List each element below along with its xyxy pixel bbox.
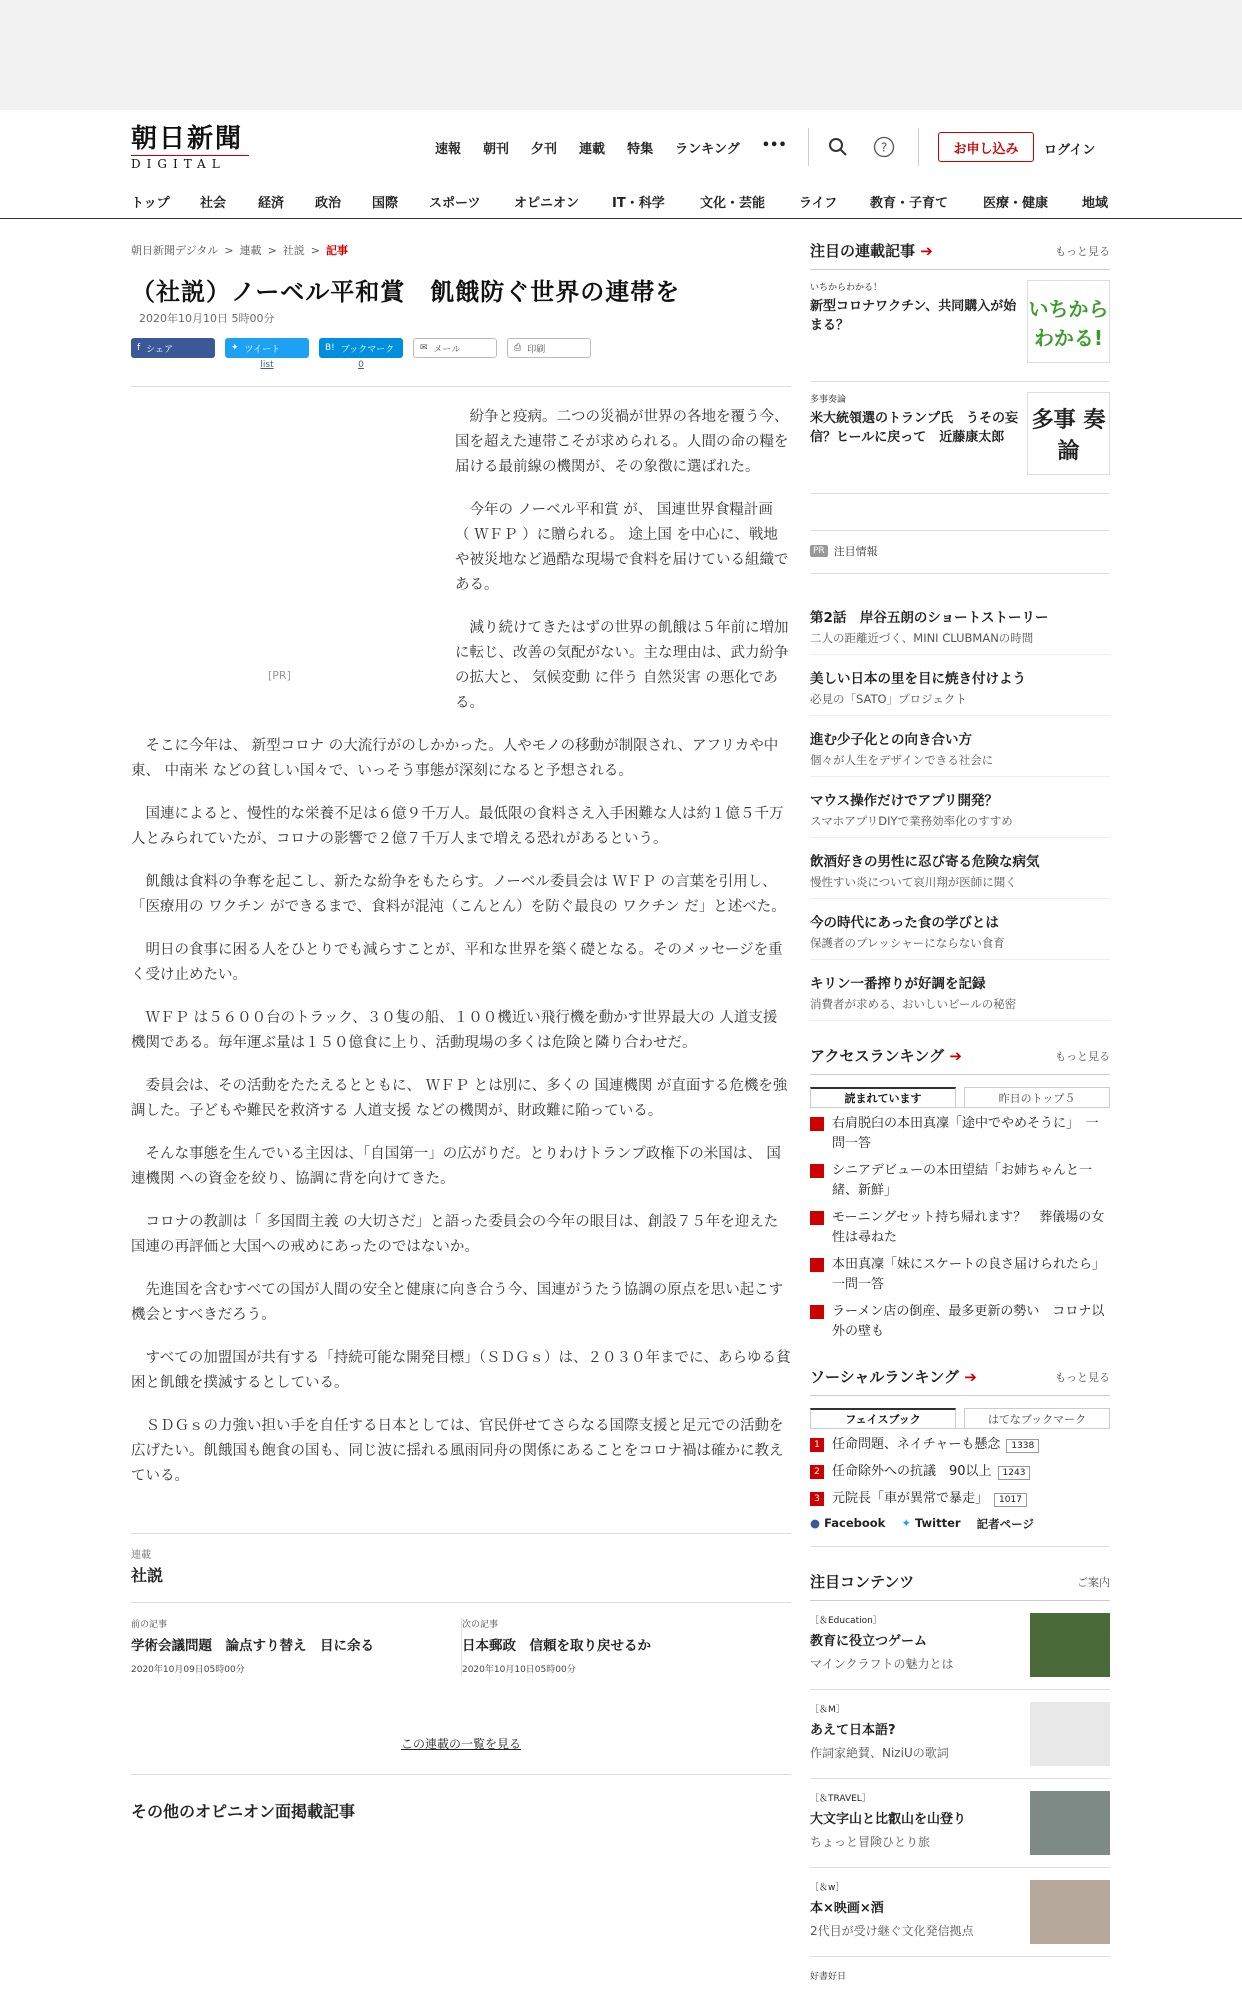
twitter-icon: ✦	[901, 1516, 911, 1530]
tweet-button[interactable]	[225, 338, 309, 370]
facebook-link[interactable]	[810, 1516, 885, 1532]
rank-number: 2	[810, 1465, 824, 1479]
login-link[interactable]: ログイン	[1044, 143, 1096, 158]
social-links	[810, 1516, 1110, 1547]
pr-item[interactable]	[810, 899, 1110, 960]
article-paragraph: 紛争と疫病。二つの災禍が世界の各地を覆う今、国を超えた連帯こそが求められる。人間の命の糧を届ける最前線の機関が、その象徴に選ばれた。	[455, 409, 789, 475]
article-paragraph: そんな事態を生んでいる主因は、「自国第一」の広がりだ。とりわけトランプ政権下の米国は、 国連機関 への資金を絞り、協調に背を向けてきた。	[131, 1146, 781, 1187]
rank-marker	[810, 1211, 824, 1225]
cat-top[interactable]: トップ	[131, 196, 170, 211]
rank-marker	[810, 1258, 824, 1272]
print-button[interactable]	[507, 338, 591, 358]
featured-more-link[interactable]: もっと見る	[1055, 244, 1110, 258]
pr-item[interactable]	[810, 594, 1110, 655]
content-item[interactable]	[810, 1868, 1110, 1957]
breadcrumb-home[interactable]: 朝日新聞デジタル	[131, 244, 219, 257]
search-icon[interactable]	[826, 135, 850, 159]
article-paragraph: 先進国を含むすべての国が人間の安全と健康に向き合う今、国連がうたう協調の原点を思い起こす機会とすべきだろう。	[131, 1282, 784, 1323]
share-count: 1338	[1006, 1439, 1039, 1453]
pr-item-sub: 必見の「SATO」プロジェクト	[810, 692, 967, 706]
pr-item-sub: 二人の距離近づく、MINI CLUBMANの時間	[810, 631, 1034, 645]
cat-health[interactable]: 医療・健康	[983, 196, 1049, 211]
next-article[interactable]	[461, 1617, 791, 1675]
share-count: 1017	[994, 1493, 1027, 1507]
content-title[interactable]: 大文字山と比叡山を山登り	[810, 1812, 967, 1827]
next-label: 次の記事	[461, 1620, 498, 1630]
featured-title[interactable]: 注目の連載記事	[810, 242, 916, 260]
prev-date: 2020年10月09日05時00分	[131, 1665, 245, 1675]
pr-item-title[interactable]: 飲酒好きの男性に忍び寄る危険な病気	[810, 854, 1040, 870]
article-paragraph: 減り続けてきたはずの世界の飢餓は５年前に増加に転じ、改善の気配がない。主な理由は、武力紛争の拡大と、 気候変動 に伴う 自然災害 の悪化である。	[455, 620, 789, 711]
spacer	[810, 574, 1110, 594]
social-ranking-item[interactable]	[810, 1462, 1110, 1482]
pr-item-title[interactable]: 美しい日本の里を目に焼き付けよう	[810, 671, 1026, 687]
ranking-item[interactable]	[810, 1255, 1110, 1295]
share-count: 1243	[998, 1466, 1031, 1480]
content-thumbnail	[1030, 1702, 1110, 1766]
tab-yesterday-top5[interactable]: 昨日のトップ５	[964, 1087, 1110, 1107]
pr-item-sub: 個々が人生をデザインできる社会に	[810, 753, 994, 767]
topnav-ranking[interactable]: ランキング	[675, 142, 740, 157]
content-desc: 2代目が受け継ぐ文化発信拠点	[810, 1924, 974, 1938]
sidebar	[810, 240, 1110, 1982]
article-paragraph: 今年の ノーベル平和賞 が、 国連世界食糧計画 （ ＷＦＰ ）に贈られる。 途上国 を中心に、戦地や被災地など過酷な現場で食料を届けている組織である。	[455, 502, 789, 593]
article-paragraph: すべての加盟国が共有する「持続可能な開発目標」（ＳＤＧｓ）は、２０３０年までに、あらゆる貧困と飢餓を撲滅するとしている。	[131, 1350, 791, 1391]
prev-label: 前の記事	[131, 1620, 168, 1630]
breadcrumb-shasetsu[interactable]: 社説	[282, 244, 305, 257]
series-label: 連載	[131, 1550, 151, 1561]
pr-item[interactable]	[810, 716, 1110, 777]
access-tabs	[810, 1087, 1110, 1107]
pr-item[interactable]	[810, 960, 1110, 1021]
facebook-icon: f	[137, 343, 141, 353]
pr-item-title[interactable]: 今の時代にあった食の学びとは	[810, 915, 999, 931]
logo-main: 朝日新聞	[131, 124, 244, 154]
twitter-link-label: Twitter	[914, 1516, 961, 1530]
pr-item[interactable]	[810, 655, 1110, 716]
article-paragraph: 国連によると、慢性的な栄養不足は６億９千万人。最低限の食料さえ入手困難な人は約１億５千万人とみられていたが、コロナの影響で２億７千万人まで増える恐れがあるという。	[131, 806, 784, 847]
content-tag: ［＆M］	[810, 1705, 845, 1715]
series-box	[131, 1533, 791, 1675]
series-list-link[interactable]: この連載の一覧を見る	[131, 1735, 791, 1775]
top-nav	[435, 138, 809, 157]
next-title[interactable]: 日本郵政 信頼を取り戻せるか	[461, 1638, 651, 1654]
pr-item-sub: 消費者が求める、おいしいビールの秘密	[810, 997, 1017, 1011]
ad-label: [PR]	[268, 669, 291, 682]
prev-next-nav	[131, 1602, 791, 1675]
ranking-title[interactable]: 右肩脱臼の本田真凜「途中でやめそうに」 一問一答	[832, 1116, 1099, 1151]
other-opinion-heading: その他のオピニオン面掲載記事	[131, 1802, 356, 1821]
article-paragraph: 明日の食事に困る人をひとりでも減らすことが、平和な世界を築く礎となる。そのメッセージを重く受け止めたい。	[131, 942, 783, 983]
breadcrumb-current: 記事	[326, 244, 348, 257]
content-tag: 好書好日	[810, 1972, 847, 1982]
rank-number: 1	[810, 1438, 824, 1452]
cat-it-science[interactable]: IT・科学	[612, 196, 665, 211]
subscribe-button[interactable]: お申し込み	[938, 132, 1034, 162]
cat-sports[interactable]: スポーツ	[429, 196, 481, 211]
arrow-right-icon: ➔	[920, 242, 933, 260]
content-thumbnail	[1030, 1791, 1110, 1855]
featured-tag: 多事奏論	[810, 395, 847, 405]
help-icon[interactable]	[872, 135, 896, 159]
pr-header	[810, 530, 1110, 574]
more-menu-icon[interactable]: •••	[761, 138, 787, 153]
top-ad-banner	[0, 0, 1242, 110]
content-desc: 作詞家絶賛、NiziUの歌詞	[810, 1746, 949, 1760]
social-ranking	[810, 1366, 1110, 1547]
cat-international[interactable]: 国際	[372, 196, 399, 211]
social-ranking-item[interactable]	[810, 1435, 1110, 1455]
topnav-sokuho[interactable]: 速報	[435, 142, 462, 157]
breadcrumb-sep: >	[310, 243, 320, 257]
hatena-count[interactable]: 0	[358, 360, 364, 370]
facebook-share-button[interactable]	[131, 338, 215, 358]
cat-education[interactable]: 教育・子育て	[870, 196, 949, 211]
ranking-title[interactable]: モーニングセット持ち帰れます？ 葬儀場の女性は尋ねた	[832, 1210, 1105, 1245]
ranking-item[interactable]	[810, 1114, 1110, 1154]
content-desc: マインクラフトの魅力とは	[810, 1657, 954, 1671]
social-ranking-title[interactable]: 元院長「車が異常で暴走」	[832, 1491, 989, 1506]
rank-marker	[810, 1305, 824, 1319]
pr-item-sub: 保護者のプレッシャーにならない食育	[810, 936, 1005, 950]
arrow-right-icon: ➔	[949, 1047, 962, 1065]
rank-marker	[810, 1164, 824, 1178]
content-item[interactable]	[810, 1601, 1110, 1690]
inline-ad[interactable]	[131, 405, 431, 725]
featured-thumbnail: 多事 奏論	[1027, 392, 1110, 475]
divider	[131, 386, 791, 387]
content-item[interactable]	[810, 1690, 1110, 1779]
reporter-page-link[interactable]: 記者ページ	[976, 1517, 1034, 1531]
ranking-title[interactable]: シニアデビューの本田望結「お姉ちゃんと一緒、新鮮」	[832, 1163, 1093, 1198]
prev-article[interactable]	[131, 1617, 461, 1675]
tab-facebook[interactable]: フェイスブック	[810, 1408, 956, 1428]
pr-item-title[interactable]: マウス操作だけでアプリ開発？	[810, 793, 999, 809]
twitter-icon: ✦	[231, 343, 239, 353]
article-paragraph: コロナの教訓は「 多国間主義 の大切さだ」と語った委員会の今年の眼目は、創設７５年を迎えた国連の再評価と大国への戒めにあったのではないか。	[131, 1214, 779, 1255]
article-date: 2020年10月10日 5時00分	[139, 312, 275, 325]
article-paragraph: ＳＤＧｓの力強い担い手を自任する日本としては、官民併せてさらなる国際支援と足元での活動を広げたい。飢餓国も飽食の国も、同じ波に揺れる風雨同舟の関係にあることをコロナ禍は確かに教えている。	[131, 1418, 784, 1484]
ranking-item[interactable]	[810, 1208, 1110, 1248]
logo-sub: DIGITAL	[131, 155, 249, 171]
mail-button[interactable]	[413, 338, 497, 358]
cat-politics[interactable]: 政治	[315, 196, 342, 211]
social-title[interactable]: ソーシャルランキング	[810, 1368, 959, 1386]
access-more-link[interactable]: もっと見る	[1055, 1049, 1110, 1063]
cat-culture[interactable]: 文化・芸能	[700, 196, 766, 211]
cat-region[interactable]: 地域	[1082, 196, 1109, 211]
hatena-bookmark-button[interactable]	[319, 338, 403, 370]
article-title: （社説）ノーベル平和賞 飢餓防ぐ世界の連帯を	[131, 278, 681, 306]
featured-item[interactable]	[810, 270, 1110, 382]
facebook-icon: ●	[810, 1516, 821, 1530]
ranking-title[interactable]: ラーメン店の倒産、最多更新の勢い コロナ以外の壁も	[832, 1304, 1105, 1339]
pr-item-sub: スマホアプリDIYで業務効率化のすすめ	[810, 814, 1013, 828]
twitter-link[interactable]	[901, 1516, 960, 1532]
featured-thumbnail: いちから わかる!	[1027, 280, 1110, 363]
content-thumbnail	[1030, 1880, 1110, 1944]
topnav-tokushu[interactable]: 特集	[627, 142, 654, 157]
pr-item-sub: 慢性すい炎について哀川翔が医師に聞く	[810, 875, 1017, 889]
ranking-item[interactable]	[810, 1302, 1110, 1342]
content-tag: ［＆Education］	[810, 1616, 882, 1626]
featured-contents	[810, 1571, 1110, 1982]
prev-title[interactable]: 学術会議問題 論点すり替え 目に余る	[131, 1638, 374, 1654]
pr-item[interactable]	[810, 777, 1110, 838]
breadcrumb-sep: >	[267, 243, 277, 257]
cat-society[interactable]: 社会	[200, 196, 227, 211]
social-tabs	[810, 1408, 1110, 1428]
topnav-yuukan[interactable]: 夕刊	[531, 142, 558, 157]
content-thumbnail	[1030, 1613, 1110, 1677]
pr-badge: PR	[810, 545, 828, 557]
article-paragraph: 委員会は、その活動をたたえるとともに、 ＷＦＰ とは別に、多くの 国連機関 が直面する危機を強調した。子どもや難民を救済する 人道支援 などの機関が、財政難に陥っている。	[131, 1078, 788, 1119]
contents-guide-link[interactable]: ご案内	[1077, 1575, 1110, 1589]
article-paragraph: そこに今年は、 新型コロナ の大流行がのしかかった。人やモノの移動が制限され、アフリカや中東、 中南米 などの貧しい国々で、いっそう事態が深刻になると予想される。	[131, 738, 779, 779]
content-title[interactable]: あえて日本語?	[810, 1723, 896, 1738]
series-name[interactable]: 社説	[131, 1566, 164, 1585]
ranking-item[interactable]	[810, 1161, 1110, 1201]
featured-tag: いちからわかる！	[810, 283, 883, 293]
content-item[interactable]	[810, 1779, 1110, 1868]
pr-item[interactable]	[810, 838, 1110, 899]
breadcrumb	[131, 240, 791, 260]
social-more-link[interactable]: もっと見る	[1055, 1370, 1110, 1384]
access-ranking	[810, 1045, 1110, 1342]
print-label: 印刷	[527, 344, 546, 355]
social-header	[810, 1366, 1110, 1396]
rank-number: 3	[810, 1492, 824, 1506]
breadcrumb-sep: >	[224, 243, 234, 257]
tweet-count[interactable]: list	[260, 360, 274, 370]
tweet-label: ツイート	[244, 344, 281, 355]
cat-life[interactable]: ライフ	[799, 196, 838, 211]
pr-title: 注目情報	[833, 545, 878, 558]
article-paragraph: 飢餓は食料の争奪を起こし、新たな紛争をもたらす。ノーベル委員会は ＷＦＰ の言葉を引用し、「医療用の ワクチン ができるまで、食料が混沌（こんとん）を防ぐ最良の ワクチン だ」と述べた。	[131, 874, 786, 915]
featured-item[interactable]	[810, 382, 1110, 494]
access-list	[810, 1107, 1110, 1342]
featured-title-text[interactable]: 米大統領選のトランプ氏 うその妄信？ヒールに戻って 近藤康太郎	[810, 411, 1019, 445]
social-ranking-title[interactable]: 任命問題、ネイチャーも懸念	[832, 1437, 1001, 1452]
mail-icon: ✉	[420, 343, 428, 353]
site-header	[0, 110, 1242, 185]
social-ranking-title[interactable]: 任命除外への抗議 90以上	[832, 1464, 992, 1479]
social-ranking-item[interactable]	[810, 1489, 1110, 1509]
hatena-label: ブックマーク	[340, 344, 395, 355]
tab-most-read[interactable]: 読まれています	[810, 1087, 956, 1107]
svg-text:?: ?	[880, 140, 888, 155]
site-logo[interactable]	[131, 124, 261, 171]
hatena-icon: B!	[325, 343, 335, 353]
pr-item-title[interactable]: 進む少子化との向き合い方	[810, 732, 972, 748]
pr-item-title[interactable]: 第2話 岸谷五朗のショートストーリー	[810, 610, 1049, 626]
header-divider	[918, 128, 919, 166]
content-tag: ［＆w］	[810, 1883, 845, 1893]
contents-header	[810, 1571, 1110, 1601]
content-title[interactable]: 本×映画×酒	[810, 1901, 884, 1916]
cat-opinion[interactable]: オピニオン	[514, 196, 580, 211]
topnav-rensai[interactable]: 連載	[579, 142, 606, 157]
header-divider	[808, 128, 809, 166]
mail-label: メール	[433, 344, 461, 355]
article-main	[131, 240, 791, 1822]
breadcrumb-rensai[interactable]: 連載	[239, 244, 262, 257]
topnav-choukan[interactable]: 朝刊	[483, 142, 510, 157]
access-title[interactable]: アクセスランキング	[810, 1047, 945, 1065]
social-list	[810, 1428, 1110, 1509]
rank-marker	[810, 1117, 824, 1131]
contents-title: 注目コンテンツ	[810, 1573, 915, 1591]
tab-hatena[interactable]: はてなブックマーク	[964, 1408, 1110, 1428]
facebook-share-label: シェア	[146, 344, 173, 355]
share-bar	[131, 338, 791, 374]
content-desc: ちょっと冒険ひとり旅	[810, 1835, 931, 1849]
category-nav	[0, 185, 1242, 219]
featured-header	[810, 240, 1110, 270]
content-tag: ［＆TRAVEL］	[810, 1794, 871, 1804]
access-header	[810, 1045, 1110, 1075]
print-icon: ⎙	[514, 343, 522, 353]
arrow-right-icon: ➔	[964, 1368, 977, 1386]
article-paragraph: ＷＦＰ は５６００台のトラック、３０隻の船、１００機近い飛行機を動かす世界最大の 人道支援 機関である。毎年運ぶ量は１５０億食に上り、活動現場の多くは危険と隣り合わせだ。	[131, 1010, 778, 1051]
featured-title-text[interactable]: 新型コロナワクチン、共同購入が始まる？	[810, 299, 1017, 333]
cat-economy[interactable]: 経済	[258, 196, 285, 211]
ranking-title[interactable]: 本田真凜「妹にスケートの良さ届けられたら」 一問一答	[832, 1257, 1112, 1292]
content-title[interactable]: 教育に役立つゲーム	[810, 1634, 928, 1649]
next-date: 2020年10月10日05時00分	[461, 1665, 576, 1675]
facebook-link-label: Facebook	[824, 1516, 886, 1530]
pr-item-title[interactable]: キリン一番搾りが好調を記録	[810, 976, 986, 992]
article-body	[131, 405, 791, 1489]
